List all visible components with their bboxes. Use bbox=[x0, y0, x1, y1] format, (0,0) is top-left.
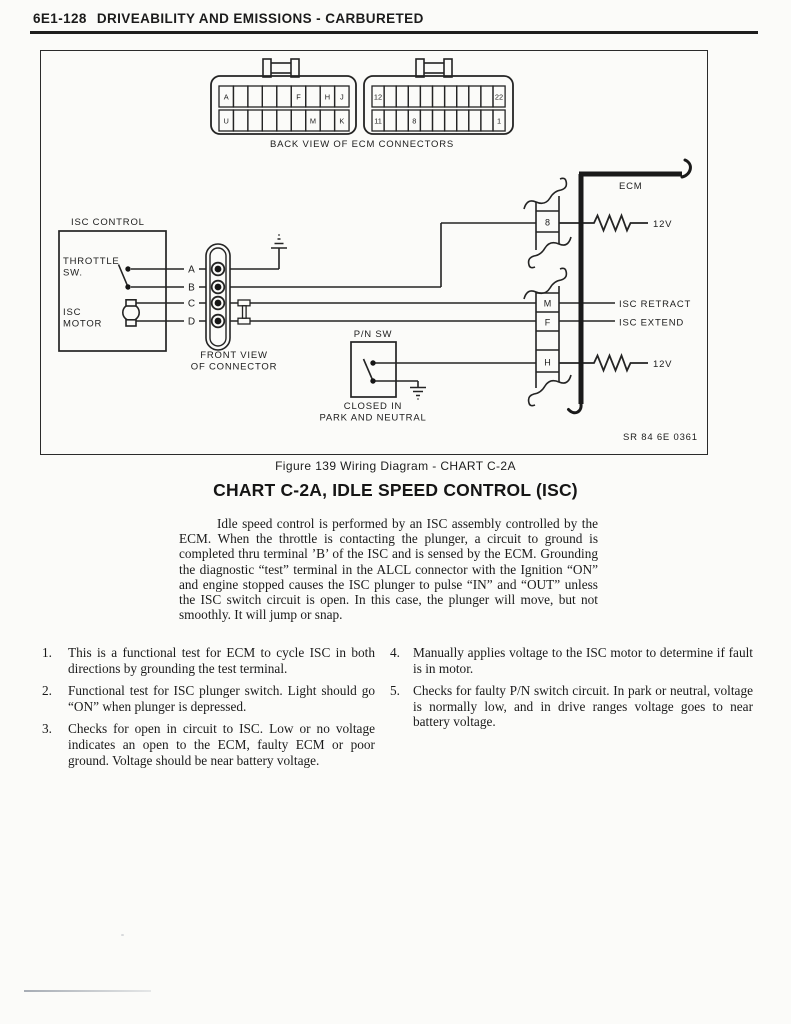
figure-stamp: SR 84 6E 0361 bbox=[623, 432, 698, 443]
pin-label-d: D bbox=[187, 316, 196, 328]
connector-cell bbox=[457, 86, 469, 107]
ecm-connector-right-back-view bbox=[364, 59, 513, 134]
notes-column-right bbox=[390, 645, 753, 737]
connector-cell bbox=[396, 110, 408, 131]
connector-cell bbox=[262, 110, 276, 131]
12v-label-top: 12V bbox=[653, 219, 673, 230]
list-item-text: Functional test for ISC plunger switch. Light should go “ON” when plunger is depressed. bbox=[68, 683, 375, 714]
connector-cell bbox=[233, 86, 247, 107]
terminal-f-label: F bbox=[544, 317, 551, 328]
connector-cell bbox=[384, 110, 396, 131]
wiring-diagram-svg bbox=[41, 51, 709, 456]
front-view-label-line2: OF CONNECTOR bbox=[190, 361, 278, 373]
list-item-number: 5. bbox=[390, 683, 400, 699]
scan-artifact-line bbox=[24, 990, 151, 992]
connector-cell bbox=[420, 86, 432, 107]
connector-clip-icon bbox=[238, 300, 250, 324]
list-item-number: 3. bbox=[42, 721, 52, 737]
pin-label-b: B bbox=[188, 282, 195, 294]
notes-column-left bbox=[42, 645, 375, 775]
throttle-switch-icon bbox=[119, 265, 131, 290]
connector-cell bbox=[469, 110, 481, 131]
list-item-number: 2. bbox=[42, 683, 52, 699]
connector-cell bbox=[445, 86, 457, 107]
isc-motor-icon bbox=[123, 300, 139, 326]
resistor-icon bbox=[559, 356, 648, 371]
connector-cell-label: F bbox=[296, 92, 301, 102]
connector-cell bbox=[262, 86, 276, 107]
connector-cell bbox=[291, 110, 305, 131]
connector-cell-label: 11 bbox=[374, 116, 382, 126]
connector-cell bbox=[420, 110, 432, 131]
header-title: DRIVEABILITY AND EMISSIONS - CARBURETED bbox=[96, 11, 424, 26]
connector-cell bbox=[481, 86, 493, 107]
list-item-text: Checks for open in circuit to ISC. Low or no voltage indicates an open to the ECM, faulty ECM or poor ground. Voltage should be near battery voltage. bbox=[68, 721, 375, 768]
list-item bbox=[42, 721, 375, 768]
ground-icon bbox=[410, 388, 426, 400]
connector-cell-label: 22 bbox=[494, 92, 504, 102]
ground-icon bbox=[271, 235, 287, 248]
connector-cell bbox=[233, 110, 247, 131]
list-item-text: This is a functional test for ECM to cycle ISC in both directions by grounding the test terminal. bbox=[68, 645, 375, 676]
pn-switch-label: P/N SW bbox=[353, 329, 393, 340]
connector-cell bbox=[396, 86, 408, 107]
isc-retract-label: ISC RETRACT bbox=[619, 299, 692, 310]
scan-artifact-dot bbox=[121, 934, 124, 936]
ecm-connector-left-back-view bbox=[211, 59, 356, 134]
isc-motor-label-line2: MOTOR bbox=[63, 318, 103, 330]
connector-cell bbox=[277, 110, 291, 131]
pn-switch-note-line1: CLOSED IN bbox=[343, 401, 403, 412]
connector-cell bbox=[481, 110, 493, 131]
connector-cell-label: 8 bbox=[412, 116, 417, 126]
list-item bbox=[390, 645, 753, 676]
figure-caption: Figure 139 Wiring Diagram - CHART C-2A bbox=[275, 459, 516, 473]
isc-control-label: ISC CONTROL bbox=[71, 217, 145, 228]
throttle-sw-label-line2: SW. bbox=[63, 267, 83, 279]
isc-connector-front-view bbox=[191, 244, 277, 373]
back-view-label: BACK VIEW OF ECM CONNECTORS bbox=[270, 139, 454, 150]
ecm-terminal-strip-bottom bbox=[524, 268, 571, 405]
connector-cell bbox=[433, 110, 445, 131]
connector-cell bbox=[384, 86, 396, 107]
connector-cell-label: U bbox=[223, 116, 229, 126]
connector-cell-label: H bbox=[324, 92, 331, 102]
header-rule bbox=[30, 31, 758, 34]
pn-switch-icon bbox=[364, 359, 376, 384]
connector-cell-label: A bbox=[223, 92, 229, 102]
connector-cell-label: J bbox=[339, 92, 344, 102]
isc-motor-label-line1: ISC bbox=[63, 307, 82, 318]
list-item bbox=[42, 683, 375, 714]
connector-cell bbox=[306, 86, 320, 107]
connector-cell-label: 12 bbox=[373, 92, 383, 102]
list-item-text: Checks for faulty P/N switch circuit. In park or neutral, voltage is normally low, and in drive ranges voltage goes to near battery voltage. bbox=[413, 683, 753, 730]
list-item-text: Manually applies voltage to the ISC motor to determine if fault is in motor. bbox=[413, 645, 753, 676]
pn-switch-box bbox=[319, 329, 426, 424]
pn-switch-note-line2: PARK AND NEUTRAL bbox=[319, 412, 427, 424]
page-header bbox=[33, 11, 424, 26]
connector-cell bbox=[277, 86, 291, 107]
connector-cell-label: 1 bbox=[496, 116, 502, 126]
isc-extend-label: ISC EXTEND bbox=[619, 317, 685, 329]
connector-cell-label: M bbox=[309, 116, 317, 126]
page-title: CHART C-2A, IDLE SPEED CONTROL (ISC) bbox=[213, 480, 578, 500]
list-item bbox=[390, 683, 753, 730]
terminal-h-label: H bbox=[544, 357, 551, 368]
terminal-m-label: M bbox=[543, 298, 552, 309]
pin-label-a: A bbox=[188, 264, 195, 276]
connector-cell bbox=[320, 110, 334, 131]
connector-cell bbox=[248, 86, 262, 107]
wiring-diagram-figure bbox=[40, 50, 708, 455]
isc-control-box bbox=[59, 217, 166, 351]
connector-cell bbox=[248, 110, 262, 131]
connector-cell bbox=[469, 86, 481, 107]
list-item-number: 4. bbox=[390, 645, 400, 660]
12v-label-bottom: 12V bbox=[653, 359, 673, 370]
ecm-label: ECM bbox=[619, 181, 643, 192]
list-item bbox=[42, 645, 375, 676]
intro-paragraph: Idle speed control is performed by an ISC assembly controlled by the ECM. When the throttle is contacting the plunger, a circuit to ground is completed thru terminal ’B’ of the ISC and is sensed by the ECM. Grounding the diagnostic “test” terminal in the ALCL connector with the Ignition “ON” and engine stopped causes the ISC plunger to pulse “IN” and “OUT” unless the ISC switch circuit is open. In this case, the plunger will move, but not smoothly. It will jump or snap. bbox=[179, 516, 598, 623]
connector-cell bbox=[433, 86, 445, 107]
ecm-boundary bbox=[569, 160, 691, 413]
connector-cell bbox=[408, 86, 420, 107]
list-item-number: 1. bbox=[42, 645, 52, 660]
connector-cell-label: K bbox=[339, 116, 345, 126]
terminal-8-label: 8 bbox=[544, 217, 551, 228]
connector-cell bbox=[445, 110, 457, 131]
pin-label-c: C bbox=[187, 298, 196, 310]
throttle-sw-label-line1: THROTTLE bbox=[63, 256, 120, 267]
front-view-label-line1: FRONT VIEW bbox=[200, 350, 268, 361]
page-code: 6E1-128 bbox=[33, 11, 87, 26]
resistor-icon bbox=[559, 216, 648, 231]
connector-cell bbox=[457, 110, 469, 131]
